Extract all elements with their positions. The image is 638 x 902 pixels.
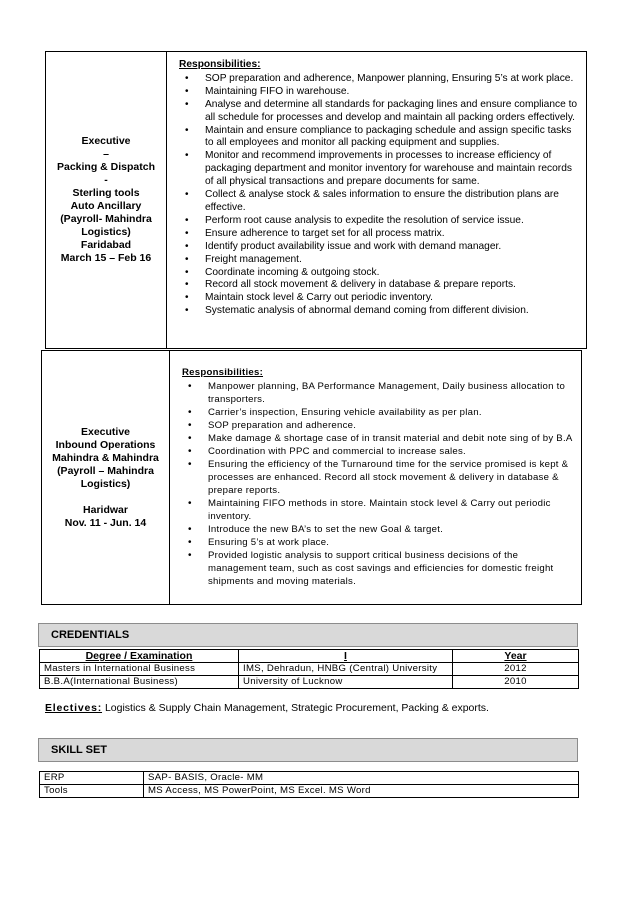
column-header: I <box>239 650 453 663</box>
table-cell: University of Lucknow <box>239 676 453 689</box>
list-item: • Carrier’s inspection, Ensuring vehicle availability as per plan. <box>180 406 575 419</box>
list-item: • Ensuring 5’s at work place. <box>180 536 575 549</box>
responsibilities-list <box>180 380 575 588</box>
list-item: • Coordinate incoming & outgoing stock. <box>177 267 580 280</box>
table-cell: IMS, Dehradun, HNBG (Central) University <box>239 663 453 676</box>
responsibilities-panel <box>170 351 581 604</box>
job-title-line: Haridwar <box>83 503 128 516</box>
table-header-row <box>40 650 579 663</box>
job-title-line: (Payroll- Mahindra <box>60 213 152 225</box>
credentials-table <box>39 649 579 689</box>
responsibilities-panel <box>167 52 586 348</box>
job-title-panel <box>46 52 167 348</box>
job-title-line: March 15 – Feb 16 <box>60 252 152 264</box>
job-title-line: Packing & Dispatch <box>56 161 156 173</box>
skillset-table <box>39 771 579 798</box>
list-item: • SOP preparation and adherence, Manpower planning, Ensuring 5’s at work place. <box>177 73 580 86</box>
job-title-line: – <box>103 148 109 160</box>
job-title-line: Mahindra & Mahindra <box>52 451 159 464</box>
list-item: • Identify product availability issue and work with demand manager. <box>177 241 580 254</box>
list-item: • Maintaining FIFO in warehouse. <box>177 86 580 99</box>
table-cell: SAP- BASIS, Oracle- MM <box>144 772 579 785</box>
list-item: • Analyse and determine all standards for packaging lines and ensure compliance to all schedule for processes and develop and maintain all packing orders effectively. <box>177 99 580 125</box>
table-row <box>40 663 579 676</box>
table-cell: MS Access, MS PowerPoint, MS Excel. MS Word <box>144 785 579 798</box>
list-item: • Monitor and recommend improvements in processes to increase efficiency of packaging department and monitor inventory for warehouse and maintain records of all physical transactions and prepare documents for same. <box>177 150 580 189</box>
list-item: • Maintain and ensure compliance to packaging schedule and assign specific tasks to all employees and monitor all packing equipment and supplies. <box>177 125 580 151</box>
table-row <box>40 676 579 689</box>
electives-text: Logistics & Supply Chain Management, Strategic Procurement, Packing & exports. <box>102 702 489 714</box>
table-cell: 2010 <box>453 676 579 689</box>
list-item: • Maintain stock level & Carry out periodic inventory. <box>177 292 580 305</box>
job-title-line: Sterling tools <box>72 187 140 199</box>
electives-label: Electives: <box>45 702 103 714</box>
responsibilities-heading: Responsibilities: <box>182 367 264 378</box>
table-row <box>40 785 579 798</box>
table-cell: Tools <box>40 785 144 798</box>
job-title-line: Nov. 11 - Jun. 14 <box>64 516 147 529</box>
list-item: • Record all stock movement & delivery in database & prepare reports. <box>177 279 580 292</box>
list-item: • Systematic analysis of abnormal demand coming from different division. <box>177 305 580 318</box>
job-title-line: Logistics) <box>81 226 131 238</box>
job-title-panel <box>42 351 170 604</box>
job-title-line: - <box>104 174 108 186</box>
job-title-line: Executive <box>80 425 131 438</box>
list-item: • Coordination with PPC and commercial to increase sales. <box>180 445 575 458</box>
list-item: • SOP preparation and adherence. <box>180 419 575 432</box>
table-row <box>40 772 579 785</box>
column-header: Year <box>453 650 579 663</box>
experience-block-packing <box>45 51 587 349</box>
list-item: • Maintaining FIFO methods in store. Maintain stock level & Carry out periodic inventory. <box>180 497 575 523</box>
credentials-section-header: CREDENTIALS <box>38 623 578 647</box>
table-cell: ERP <box>40 772 144 785</box>
table-cell: 2012 <box>453 663 579 676</box>
table-cell: Masters in International Business <box>40 663 239 676</box>
job-title-line: Logistics) <box>80 477 131 490</box>
electives-line <box>45 702 489 714</box>
table-cell: B.B.A(International Business) <box>40 676 239 689</box>
list-item: • Manpower planning, BA Performance Management, Daily business allocation to transporters. <box>180 380 575 406</box>
list-item: • Provided logistic analysis to support critical business decisions of the management team, such as cost savings and efficiencies for domestic freight shipments and moving materials. <box>180 549 575 588</box>
responsibilities-list <box>177 73 580 318</box>
list-item: • Introduce the new BA’s to set the new Goal & target. <box>180 523 575 536</box>
list-item: • Ensuring the efficiency of the Turnaround time for the service promised is kept & processes are enhanced. Record all stock movement & delivery in database & prepare reports. <box>180 458 575 497</box>
list-item: • Make damage & shortage case of in transit material and debit note sing of by B.A <box>180 432 575 445</box>
job-title-line: Executive <box>81 135 131 147</box>
job-title-line: (Payroll – Mahindra <box>57 464 154 477</box>
column-header: Degree / Examination <box>40 650 239 663</box>
list-item: • Collect & analyse stock & sales information to ensure the distribution plans are effective. <box>177 189 580 215</box>
skillset-section-header: SKILL SET <box>38 738 578 762</box>
job-title-line: Inbound Operations <box>55 438 156 451</box>
list-item: • Perform root cause analysis to expedite the resolution of service issue. <box>177 215 580 228</box>
responsibilities-heading: Responsibilities: <box>179 59 261 70</box>
job-title-line: Faridabad <box>80 239 132 251</box>
list-item: • Freight management. <box>177 254 580 267</box>
job-title-line: Auto Ancillary <box>70 200 142 212</box>
list-item: • Ensure adherence to target set for all process matrix. <box>177 228 580 241</box>
experience-block-inbound <box>41 350 582 605</box>
